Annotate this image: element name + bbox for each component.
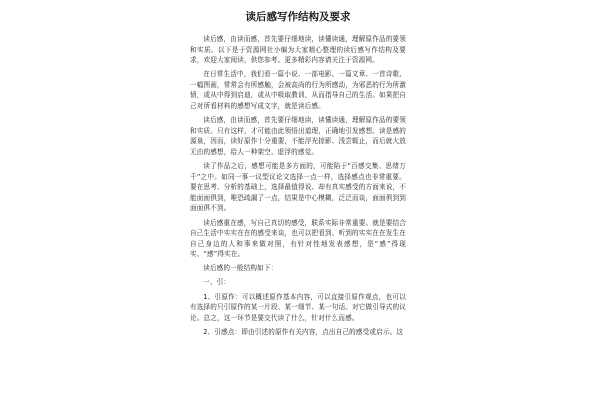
paragraph-structure-heading: 读后感的一般结构如下： [203, 264, 278, 273]
paragraph-quote-original: 1、引原作：可以概述原作基本内容，可以直接引原作观点，也可以有选择的只引原作的某一片段、某一细节、某一句话。对它做引导式的议论。总之，这一环节是要交代读了什么，针对什么而感。 [190, 292, 406, 322]
paragraph-section-one: 一、引： [203, 278, 231, 287]
paragraph-quote-point: 2、引感点：即由引述的原作有关内容，点出自己的感受或启示。这 [203, 327, 404, 336]
paragraph-read-carefully: 读后感，由读而感，首先要仔细地读，读懂读通，理解原作品的要领和实质。只有这样，才可能由此领悟出道理，正确地引发感想。读是感的源泉，因而，读好原作十分重要，不能浮光掠影、浅尝辄止，而后就大放无由的感想，给人一种架空、虚浮的感觉。 [190, 116, 406, 156]
paragraph-intro: 读后感，由读而感，首先要仔细地读，读懂读通，理解原作品的要领和实质。以下是于资源网社小编为大家精心整理的读后感写作结构及要求，欢迎大家阅读，供您参考。更多精彩内容请关注于资源网。 [190, 35, 406, 65]
paragraph-real-feeling: 读后感重在感，写自己真切的感受，联系实际非常重要。就是要结合自己生活中实实在在的感受来谈，也可以把看到、听到的实实在在发生在自己身边的人和事来做对照，有针对性地发表感想，是“感”得现实、“感”得实在。 [190, 218, 406, 259]
document-page [190, 10, 406, 395]
paragraph-choose-point: 读了作品之后，感想可能是多方面的，可能陷于“百感交集、思绪万千”之中。如同一事一议型议论文选择一点一样，选择感点也非常重要。要在思考、分析的基础上，选择最值得说、却有真实感受的方面来说，不能面面俱到，唯恐疏漏了一点，结果是中心模糊，泛泛而谈，面面俱到到面面俱不到。 [190, 162, 406, 213]
document-title: 读后感写作结构及要求 [245, 11, 351, 23]
paragraph-daily-life: 在日常生活中，我们看一篇小说、一部电影、一篇文章、一首诗歌、一幅图画，常常会有所感触，会被高尚的行为所感动，为邪恶的行为所激愤，或从中得到启迪，或从中吸取教训，从而指导自己的生活。如果把自己对所看材料的感想写成文字，就是读后感。 [190, 70, 406, 111]
